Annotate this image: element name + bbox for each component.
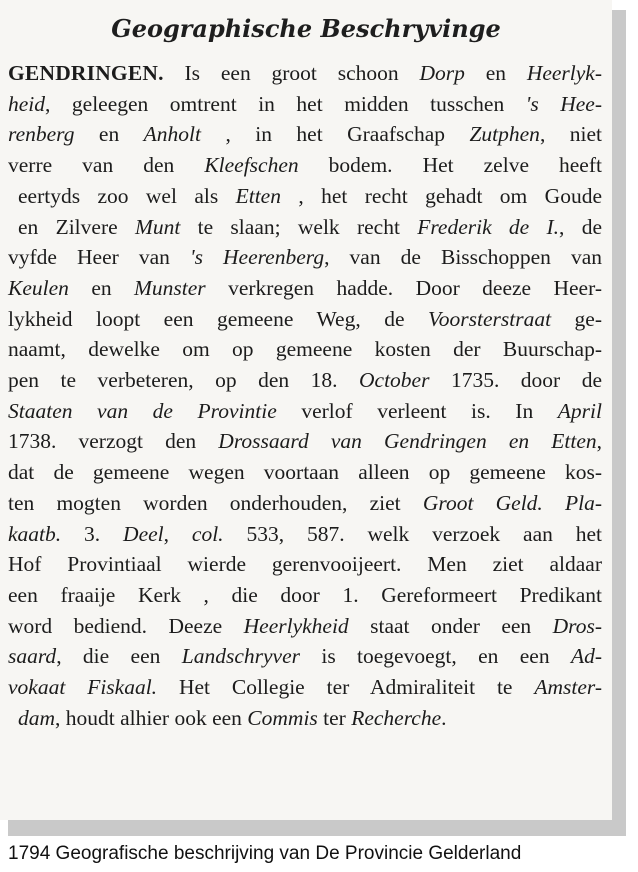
text-line (8, 611, 602, 642)
text-run: ter (317, 705, 352, 730)
text-line (8, 119, 602, 150)
italic-term: vokaat Fiskaal. (8, 675, 158, 700)
text-run: en (68, 275, 135, 300)
text-run: en Zilvere (18, 214, 135, 239)
text-run: pen te verbeteren, op den 18. (8, 368, 359, 393)
italic-term: saard (8, 644, 57, 669)
text-run: , het recht gehadt om Goude (280, 183, 602, 208)
text-line (8, 304, 602, 335)
text-run: vyfde Heer van (8, 245, 190, 270)
text-run: en (74, 122, 144, 147)
text-run: lykheid loopt een gemeene Weg, de (8, 306, 428, 331)
text-line (8, 273, 602, 304)
text-line (8, 150, 602, 181)
text-line (8, 212, 602, 243)
italic-term: Staaten van de Provintie (8, 398, 277, 423)
italic-term: Drossaard van Gendringen en Etten (218, 429, 597, 454)
text-line (8, 641, 602, 672)
text-run: Is een groot schoon (163, 61, 420, 85)
body-text (8, 58, 602, 733)
entry-heading: GENDRINGEN. (8, 61, 164, 85)
text-run: , in het Graafschap (201, 122, 470, 147)
italic-term: October (359, 368, 430, 393)
italic-term: Munt (134, 214, 181, 239)
italic-term: renberg (8, 122, 75, 147)
italic-term: dam (18, 705, 56, 730)
text-run: Hof Provintiaal wierde gerenvooijeert. Men ziet aldaar (8, 552, 602, 577)
text-line (8, 242, 602, 273)
text-run: eertyds zoo wel als (18, 183, 236, 208)
italic-term: Heerlykheid (243, 613, 349, 638)
text-run: 1735. door de (429, 368, 602, 393)
text-run: word bediend. Deeze (8, 613, 244, 638)
text-line (8, 365, 602, 396)
text-run: ten mogten worden onderhouden, ziet (8, 490, 423, 515)
italic-term: 's Heerenberg (189, 245, 325, 270)
text-line (8, 396, 602, 427)
text-run: . (441, 705, 447, 730)
italic-term: Kleefschen (204, 153, 299, 178)
text-run: bodem. Het zelve heeft (298, 153, 602, 178)
italic-term: Munster (134, 275, 206, 300)
italic-term: Zutphen (469, 122, 540, 147)
text-run: te slaan; welk recht (180, 214, 418, 239)
italic-term: Keulen (8, 275, 69, 300)
text-run: Het Collegie ter Admiraliteit te (157, 675, 535, 700)
italic-term: Etten (235, 183, 281, 208)
text-run: , (163, 521, 192, 546)
text-line (8, 58, 602, 89)
italic-term: kaatb. (8, 521, 62, 546)
text-run: dat de gemeene wegen voortaan alleen op gemeene kos- (8, 460, 602, 485)
italic-term: Recherche (351, 705, 442, 730)
text-line (8, 549, 602, 580)
text-run: 3. (61, 521, 124, 546)
text-run: verkregen hadde. Door deeze Heer- (205, 275, 602, 300)
text-run: staat onder een (348, 613, 553, 638)
text-line (8, 703, 602, 734)
italic-term: heid (8, 91, 46, 116)
text-line (8, 672, 602, 703)
italic-term: Groot Geld. Pla- (422, 490, 602, 515)
text-line (8, 457, 602, 488)
text-run: verlof verleent is. In (276, 398, 558, 423)
text-run: ge- (551, 306, 603, 331)
italic-term: Anholt (143, 122, 201, 147)
text-run: naamt, dewelke om op gemeene kosten der Buurschap- (8, 337, 602, 362)
italic-term: Heerlyk- (526, 61, 603, 85)
text-run: verre van den (8, 153, 205, 178)
text-run: , (596, 429, 603, 454)
image-caption: 1794 Geografische beschrijving van De Provincie Gelderland (8, 843, 522, 864)
italic-term: Dros- (552, 613, 602, 638)
text-run: , geleegen omtrent in het midden tusschen (45, 91, 526, 116)
italic-term: Frederik de I. (417, 214, 560, 239)
italic-term: Dorp (419, 61, 465, 85)
text-run: een fraaije Kerk , die door 1. Gereformeert Predikant (8, 582, 602, 607)
italic-term: Deel (123, 521, 164, 546)
text-run: en (464, 61, 527, 85)
italic-term: Ad- (570, 644, 602, 669)
italic-term: 's Hee- (525, 91, 602, 116)
text-line (8, 89, 602, 120)
text-run: , niet (539, 122, 602, 147)
text-line (8, 488, 602, 519)
text-line (8, 519, 602, 550)
italic-term: Voorsterstraat (428, 306, 552, 331)
text-run: 533, 587. welk verzoek aan het (223, 521, 603, 546)
text-run: , van de Bisschoppen van (324, 245, 602, 270)
text-run: , die een (56, 644, 182, 669)
italic-term: Commis (247, 705, 318, 730)
text-run: , de (559, 214, 603, 239)
text-line (8, 426, 602, 457)
text-line (8, 181, 602, 212)
text-run: , houdt alhier ook een (55, 705, 248, 730)
text-line (8, 580, 602, 611)
italic-term: Landschryver (181, 644, 300, 669)
text-line (8, 334, 602, 365)
text-run: 1738. verzogt den (8, 429, 219, 454)
text-run: is toegevoegt, en een (299, 644, 571, 669)
italic-term: Amster- (534, 675, 602, 700)
italic-term: col. (191, 521, 224, 546)
page-header: Geographische Beschryvinge (111, 14, 501, 43)
italic-term: April (557, 398, 602, 423)
